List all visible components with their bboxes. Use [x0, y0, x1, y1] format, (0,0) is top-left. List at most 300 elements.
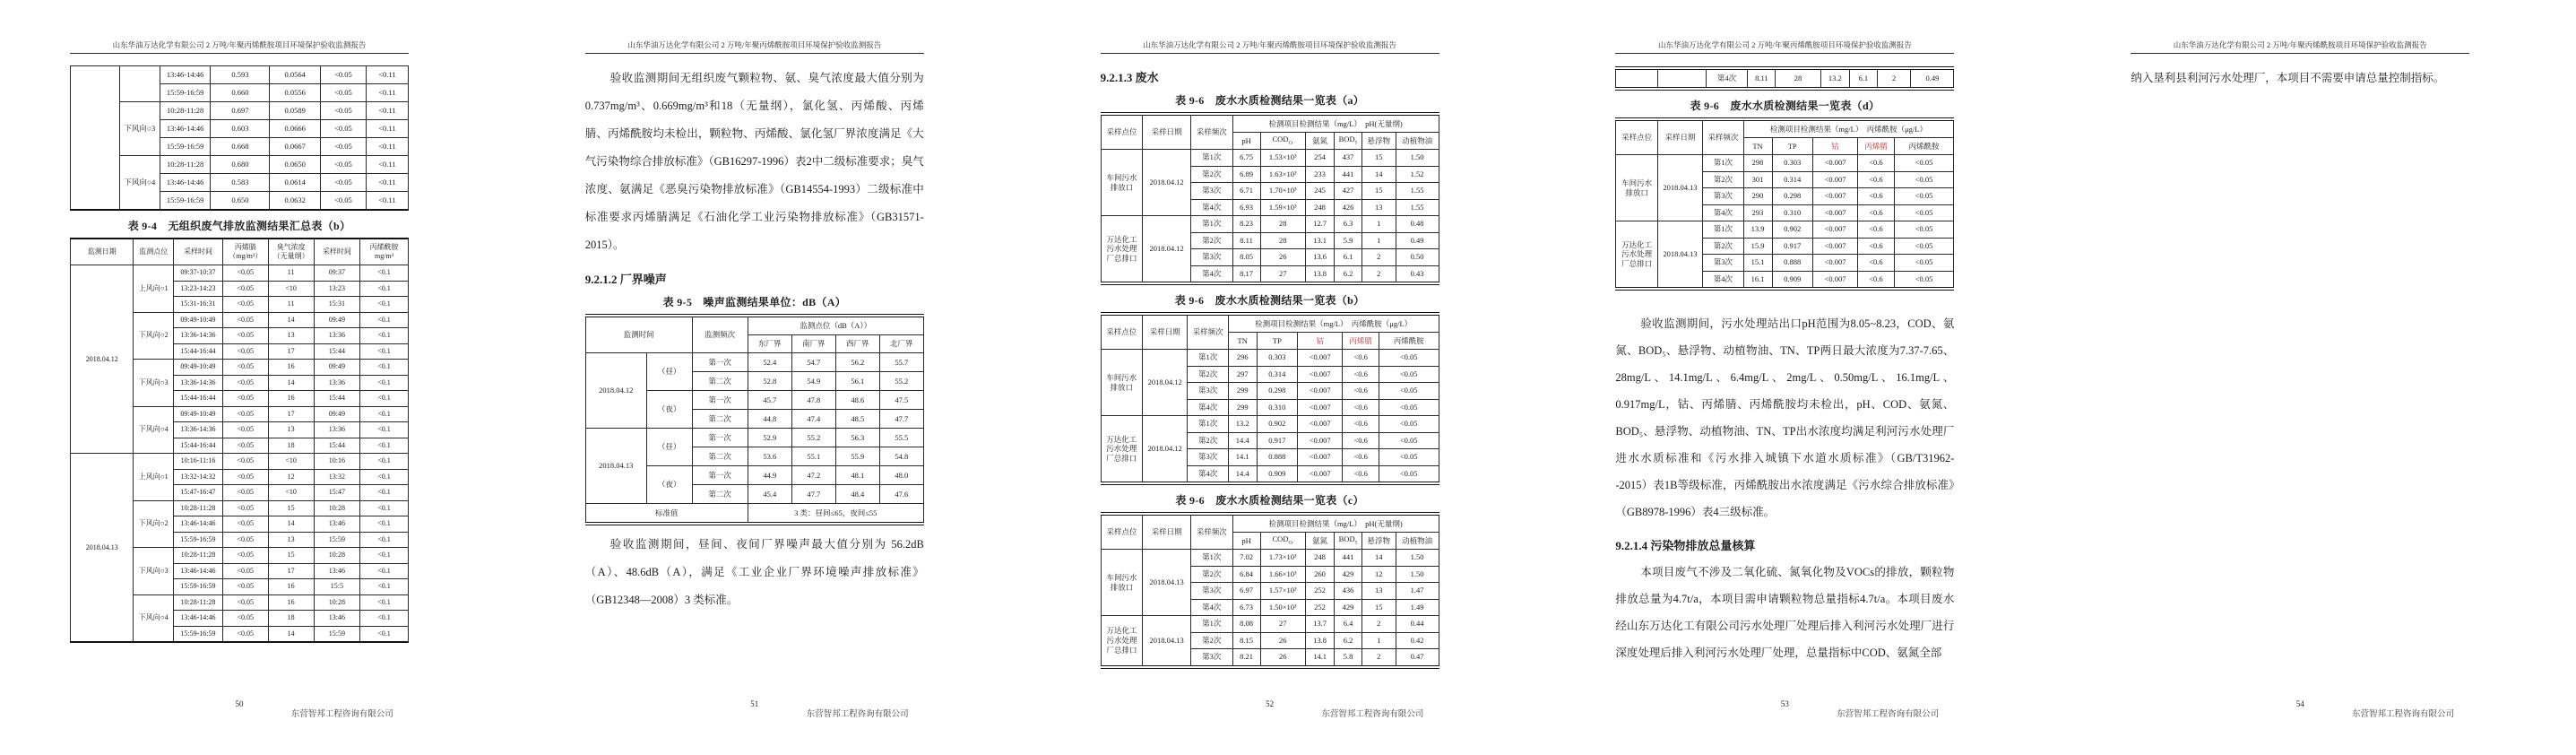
- column-header: 检测项目检测结果（mg/L） pH(无量纲): [1232, 114, 1439, 133]
- table-cell: <0.05: [223, 594, 269, 611]
- column-header: 丙烯酰胺: [1379, 333, 1439, 350]
- table-cell: 245: [1306, 183, 1335, 200]
- table-cell: 第4次: [1188, 465, 1228, 483]
- table-cell: 429: [1335, 599, 1362, 616]
- table-cell: 10:28-11:28: [173, 548, 222, 564]
- column-header: 采样点位: [1101, 314, 1142, 350]
- table-cell: 2018.04.12: [585, 353, 646, 429]
- table-cell: 0.47: [1396, 649, 1439, 667]
- table-cell: 第4次: [1706, 68, 1748, 89]
- table-cell: 13.9: [1743, 221, 1772, 239]
- table-cell: 26: [1260, 249, 1306, 266]
- column-header: 检测项目检测结果（mg/L） pH(无量纲): [1232, 514, 1439, 533]
- table-cell: 15:59-16:59: [160, 192, 211, 211]
- page-52: [1031, 0, 1546, 755]
- table-cell: <0.1: [360, 594, 409, 611]
- table-cell: 8.17: [1232, 265, 1260, 283]
- table-cell: [1658, 68, 1707, 89]
- table-cell: 0.310: [1257, 399, 1297, 416]
- table-cell: <0.11: [366, 174, 408, 192]
- column-header: $BOD_5$: [1335, 533, 1362, 550]
- table-cell: （昼）: [646, 353, 692, 391]
- table-cell: 15:59: [314, 626, 359, 642]
- table-cell: <0.05: [1894, 188, 1954, 205]
- table-cell: 28: [1260, 232, 1306, 249]
- table-cell: <0.007: [1297, 399, 1343, 416]
- section-9-2-1-2: 9.2.1.2 厂界噪声: [584, 273, 667, 286]
- table-cell: 1.63×10³: [1260, 166, 1306, 183]
- table-row: [585, 504, 923, 525]
- table-cell: 233: [1306, 166, 1335, 183]
- table-cell: 第3次: [1188, 449, 1228, 466]
- table-cell: 0.310: [1772, 204, 1812, 221]
- table-cell: 车间污水排放口: [1101, 150, 1143, 216]
- table-cell: 1.50: [1396, 550, 1439, 567]
- table-cell: 47.4: [791, 410, 835, 429]
- table-cell: 0.888: [1772, 255, 1812, 272]
- table-cell: 下风向○4: [134, 406, 173, 454]
- table-cell: <0.05: [1379, 366, 1439, 383]
- column-header: 悬浮物: [1361, 533, 1396, 550]
- table-cell: 第3次: [1190, 583, 1232, 600]
- table-cell: <0.05: [223, 500, 269, 516]
- table-cell: 09:49: [314, 360, 359, 376]
- table-cell: 254: [1306, 150, 1335, 167]
- table-cell: 6.73: [1232, 599, 1260, 616]
- table-cell: 7.02: [1232, 550, 1260, 567]
- table-cell: 0.603: [211, 120, 270, 138]
- table-row: [1101, 114, 1439, 133]
- continuation-paragraph: 纳入垦利县利河污水处理厂，本项目不需要申请总量控制指标。: [2131, 72, 2445, 84]
- table-cell: 16: [268, 391, 314, 407]
- column-header: 监测点位: [134, 239, 173, 265]
- column-header: 采样时间: [173, 239, 222, 265]
- table-cell: 48.6: [835, 391, 879, 410]
- table-cell: 13.7: [1306, 616, 1335, 633]
- unorganized-gas-continuation-table: [70, 65, 409, 211]
- table-cell: 0.42: [1396, 632, 1439, 649]
- table-cell: 0.909: [1257, 465, 1297, 483]
- table-cell: 45.7: [748, 391, 791, 410]
- table-cell: 10:28: [314, 594, 359, 611]
- table-row: [585, 353, 923, 372]
- table-cell: <0.007: [1812, 271, 1858, 289]
- table-cell: 47.7: [879, 410, 923, 429]
- table-cell: <0.05: [223, 312, 269, 328]
- table-9-6c-title: 表 9-6 废水水质检测结果一览表（c）: [1175, 494, 1364, 507]
- table-cell: <0.05: [320, 174, 366, 192]
- table-cell: 2018.04.12: [71, 265, 134, 454]
- table-cell: 第2次: [1190, 632, 1232, 649]
- table-cell: 0.298: [1772, 188, 1812, 205]
- table-cell: <0.05: [1894, 271, 1954, 289]
- table-cell: 15:59-16:59: [160, 84, 211, 102]
- page-50: [0, 0, 515, 755]
- footer-company: 东营智邦工程咨询有限公司: [2351, 710, 2454, 719]
- table-cell: 13: [1361, 199, 1396, 216]
- column-header: 氨氮: [1306, 533, 1335, 550]
- table-cell: <0.1: [360, 360, 409, 376]
- table-cell: <0.1: [360, 297, 409, 313]
- table-cell: <0.05: [1379, 399, 1439, 416]
- table-cell: 55.2: [791, 429, 835, 447]
- table-cell: 2: [1361, 649, 1396, 667]
- table-cell: 6.89: [1232, 166, 1260, 183]
- table-row: [1101, 616, 1439, 633]
- table-cell: <0.11: [366, 120, 408, 138]
- page-number: 53: [1780, 699, 1789, 708]
- table-cell: 17: [268, 563, 314, 579]
- table-cell: <0.11: [366, 84, 408, 102]
- table-cell: <0.1: [360, 328, 409, 344]
- table-cell: 2018.04.12: [1143, 150, 1191, 216]
- table-cell: 15:59-16:59: [173, 532, 222, 548]
- table-cell: 0.917: [1772, 238, 1812, 255]
- column-header: 采样点位: [1101, 114, 1143, 150]
- table-cell: 15:44-16:44: [173, 391, 222, 407]
- table-cell: <0.1: [360, 516, 409, 533]
- table-cell: 15: [268, 500, 314, 516]
- table-cell: 第1次: [1190, 216, 1232, 233]
- column-header: 采样点位: [1616, 119, 1657, 155]
- table-cell: 第1次: [1190, 150, 1232, 167]
- table-9-6c-continuation: [1615, 66, 1954, 91]
- table-cell: 1: [1361, 232, 1396, 249]
- report-header: 山东华油万达化学有限公司 2 万吨/年聚丙烯酰胺项目环境保护验收监测报告: [70, 0, 409, 54]
- table-cell: 15:31: [314, 297, 359, 313]
- table-cell: 0.0556: [270, 84, 321, 102]
- table-cell: 第4次: [1703, 271, 1743, 289]
- table-cell: （夜）: [646, 391, 692, 429]
- table-cell: 297: [1228, 366, 1257, 383]
- table-cell: 441: [1335, 550, 1362, 567]
- column-header: 钴: [1812, 138, 1858, 155]
- table-cell: 第3次: [1703, 255, 1743, 272]
- table-cell: <0.05: [320, 138, 366, 156]
- table-cell: <0.6: [1343, 383, 1379, 400]
- table-cell: 13:46-14:46: [160, 66, 211, 84]
- table-cell: 10:16-11:16: [173, 454, 222, 470]
- table-9-5-title: 表 9-5 噪声监测结果单位：dB（A）: [662, 296, 846, 308]
- table-cell: 1.73×10³: [1260, 550, 1306, 567]
- table-cell: 299: [1228, 399, 1257, 416]
- table-cell: 48.0: [879, 466, 923, 485]
- column-header: pH: [1232, 133, 1260, 150]
- table-cell: <0.007: [1297, 383, 1343, 400]
- table-cell: <0.05: [1894, 238, 1954, 255]
- table-row: [71, 239, 409, 265]
- column-header: 动植物油: [1396, 133, 1439, 150]
- table-row: [71, 454, 409, 470]
- table-cell: 2: [1361, 265, 1396, 283]
- table-cell: 14.4: [1228, 465, 1257, 483]
- table-cell: <0.1: [360, 438, 409, 454]
- table-cell: 第1次: [1703, 221, 1743, 239]
- table-cell: <0.05: [223, 375, 269, 391]
- column-header: 采样日期: [1143, 114, 1191, 150]
- table-cell: 298: [1743, 155, 1772, 172]
- table-cell: 2018.04.13: [585, 429, 646, 504]
- table-cell: 14: [268, 375, 314, 391]
- gas-conclusion-paragraph: 验收监测期间无组织废气颗粒物、氨、臭气浓度最大值分别为0.737mg/m³、0.669mg/m³和18（无量纲），氯化氢、丙烯酸、丙烯腈、丙烯酰胺均未检出，颗粒物、丙烯酸、氯化氢厂界浓度满足《大气污染物综合排放标准》（GB16297-1996）表2中二级标准要求；臭气浓度、氨满足《恶臭污染物排放标准》（GB14554-1993）二级标准中标准要求丙烯腈满足《石油化学工业污染物排放标准》（GB31571-2015）。: [584, 72, 924, 251]
- page-51-content: [585, 0, 924, 614]
- table-cell: 0.0650: [270, 156, 321, 174]
- table-cell: 436: [1335, 583, 1362, 600]
- table-row: [1616, 155, 1954, 172]
- table-cell: 0.49: [1911, 68, 1954, 89]
- table-cell: 上风向○1: [134, 265, 173, 313]
- table-cell: <0.05: [1894, 155, 1954, 172]
- table-cell: <0.05: [1379, 432, 1439, 449]
- table-cell: 16: [268, 360, 314, 376]
- table-cell: 14: [1361, 166, 1396, 183]
- table-cell: （夜）: [646, 466, 692, 504]
- table-cell: 13:46: [314, 611, 359, 627]
- table-cell: 10:28-11:28: [173, 500, 222, 516]
- table-cell: <0.05: [223, 548, 269, 564]
- table-cell: 1.57×10³: [1260, 583, 1306, 600]
- table-cell: 15: [1361, 150, 1396, 167]
- table-cell: 15:44-16:44: [173, 438, 222, 454]
- table-row: [1101, 514, 1439, 533]
- table-cell: 2018.04.12: [1142, 350, 1188, 416]
- table-cell: <0.05: [1379, 465, 1439, 483]
- table-cell: 13:32: [314, 469, 359, 485]
- table-cell: <0.1: [360, 485, 409, 501]
- table-cell: 0.909: [1772, 271, 1812, 289]
- table-cell: 第2次: [1190, 232, 1232, 249]
- table-cell: <0.007: [1297, 350, 1343, 367]
- table-cell: 6.2: [1335, 632, 1362, 649]
- table-cell: 1.70×10³: [1260, 183, 1306, 200]
- table-cell: 13.1: [1306, 232, 1335, 249]
- table-cell: <0.05: [223, 391, 269, 407]
- table-cell: 55.2: [879, 372, 923, 391]
- table-cell: 09:49-10:49: [173, 312, 222, 328]
- table-cell: 44.8: [748, 410, 791, 429]
- table-cell: <0.11: [366, 66, 408, 84]
- table-cell: <0.6: [1343, 432, 1379, 449]
- report-header: 山东华油万达化学有限公司 2 万吨/年聚丙烯酰胺项目环境保护验收监测报告: [1101, 0, 1439, 54]
- table-cell: 47.6: [879, 485, 923, 504]
- table-cell: 09:49: [314, 312, 359, 328]
- table-cell: 52.9: [748, 429, 791, 447]
- page-50-content: [70, 0, 409, 643]
- table-cell: <10: [268, 281, 314, 297]
- table-cell: 0.917: [1257, 432, 1297, 449]
- column-header: TP: [1772, 138, 1812, 155]
- table-cell: <0.6: [1858, 221, 1894, 239]
- table-cell: 1: [1361, 216, 1396, 233]
- table-cell: <0.1: [360, 454, 409, 470]
- table-cell: <0.1: [360, 579, 409, 595]
- column-header: 丙烯腈 （mg/m³）: [223, 239, 269, 265]
- table-cell: 1.50×10³: [1260, 599, 1306, 616]
- table-cell: <0.1: [360, 500, 409, 516]
- table-cell: 2018.04.12: [1143, 216, 1191, 284]
- table-cell: 2018.04.13: [1657, 221, 1703, 290]
- page-51: [515, 0, 1031, 755]
- table-cell: 第2次: [1190, 566, 1232, 583]
- table-cell: 248: [1306, 199, 1335, 216]
- wastewater-conclusion-paragraph: 验收监测期间，污水处理站出口pH范围为8.05~8.23，COD、氨氮、BOD₅、悬浮物、动植物油、TN、TP两日最大浓度为7.37-7.65、28mg/L、14.1mg/L、6.4mg/L、2mg/L、0.50mg/L、16.1mg/L、0.917mg/L，钴、丙烯腈、丙烯酰胺均未检出，pH、COD、氨氮、BOD₅、悬浮物、动植物油、TN、TP出水浓度均满足利河污水处理厂进水水质标准和《污水排入城镇下水道水质标准》（GB/T31962--2015）表1B等级标准，丙烯酰胺出水浓度满足《污水综合排放标准》（GB8978-1996）表4三级标准。: [1615, 317, 1955, 518]
- table-cell: 车间污水排放口: [1101, 550, 1143, 616]
- table-row: [1101, 314, 1439, 333]
- table-cell: 下风向○3: [134, 548, 173, 595]
- table-cell: 6.1: [1849, 68, 1877, 89]
- table-cell: 27: [1260, 616, 1306, 633]
- table-cell: 8.05: [1232, 249, 1260, 266]
- table-cell: 09:37: [314, 265, 359, 282]
- table-cell: 第4次: [1703, 204, 1743, 221]
- table-cell: 10:16: [314, 454, 359, 470]
- table-cell: 14: [268, 626, 314, 642]
- table-cell: 第1次: [1188, 416, 1228, 433]
- table-cell: <0.05: [1379, 350, 1439, 367]
- table-cell: 第一次: [692, 429, 748, 447]
- table-cell: 1.52: [1396, 166, 1439, 183]
- table-cell: <0.05: [223, 343, 269, 360]
- noise-conclusion-paragraph: 验收监测期间，昼间、夜间厂界噪声最大值分别为 56.2dB（A）、48.6dB（A），满足《工业企业厂界环境噪声排放标准》（GB12348—2008）3 类标准。: [584, 538, 924, 606]
- table-cell: 17: [268, 343, 314, 360]
- table-cell: 13.8: [1306, 632, 1335, 649]
- table-cell: 52.4: [748, 353, 791, 372]
- table-cell: <0.6: [1858, 188, 1894, 205]
- table-cell: 0.0632: [270, 192, 321, 211]
- table-cell: 13:36: [314, 375, 359, 391]
- table-cell: 6.84: [1232, 566, 1260, 583]
- table-cell: 第1次: [1703, 155, 1743, 172]
- table-cell: 18: [268, 611, 314, 627]
- table-cell: 2018.04.13: [1143, 550, 1191, 616]
- table-cell: <0.05: [320, 192, 366, 211]
- table-cell: 第1次: [1190, 550, 1232, 567]
- table-9-6a-title: 表 9-6 废水水质检测结果一览表（a）: [1175, 94, 1365, 107]
- table-cell: 15.1: [1743, 255, 1772, 272]
- table-cell: <0.05: [320, 66, 366, 84]
- table-cell: <0.1: [360, 312, 409, 328]
- table-cell: 248: [1306, 550, 1335, 567]
- table-cell: 2: [1877, 68, 1911, 89]
- column-header: 钴: [1297, 333, 1343, 350]
- table-cell: <0.05: [1379, 449, 1439, 466]
- table-row: [585, 316, 923, 335]
- table-cell: 28: [1260, 216, 1306, 233]
- column-header: 监测时间: [585, 316, 692, 353]
- column-header: 采样时间: [314, 239, 359, 265]
- table-cell: 下风向○4: [119, 156, 160, 211]
- table-cell: 6.97: [1232, 583, 1260, 600]
- table-cell: <10: [268, 485, 314, 501]
- table-cell: 8.11: [1748, 68, 1776, 89]
- table-cell: 47.7: [791, 485, 835, 504]
- table-row: [1101, 350, 1439, 367]
- section-9-2-1-3: 9.2.1.3 废水: [1100, 71, 1159, 84]
- table-cell: <0.6: [1343, 399, 1379, 416]
- table-cell: 0.668: [211, 138, 270, 156]
- table-cell: 1.47: [1396, 583, 1439, 600]
- table-cell: <0.05: [223, 516, 269, 533]
- table-cell: <0.11: [366, 138, 408, 156]
- table-row: [585, 429, 923, 447]
- table-cell: 6.1: [1335, 249, 1362, 266]
- table-cell: 10:28: [314, 500, 359, 516]
- table-cell: 16: [268, 579, 314, 595]
- table-cell: 1.50: [1396, 150, 1439, 167]
- table-cell: <0.05: [1894, 171, 1954, 188]
- table-cell: 6.75: [1232, 150, 1260, 167]
- table-cell: [119, 66, 160, 102]
- table-cell: 53.6: [748, 447, 791, 466]
- table-cell: <0.1: [360, 532, 409, 548]
- table-cell: 09:49-10:49: [173, 360, 222, 376]
- table-cell: 13.2: [1820, 68, 1849, 89]
- table-cell: 13:46-14:46: [160, 120, 211, 138]
- table-cell: 下风向○4: [134, 594, 173, 642]
- table-cell: 车间污水排放口: [1101, 350, 1142, 416]
- table-9-6c: [1101, 512, 1439, 669]
- table-cell: 第2次: [1703, 238, 1743, 255]
- table-cell: 13: [268, 422, 314, 438]
- table-cell: 56.1: [835, 372, 879, 391]
- table-cell: 第1次: [1188, 350, 1228, 367]
- table-cell: 13: [268, 328, 314, 344]
- table-cell: <0.05: [1894, 221, 1954, 239]
- table-cell: <0.05: [223, 485, 269, 501]
- table-cell: 6.2: [1335, 265, 1362, 283]
- table-cell: 0.50: [1396, 249, 1439, 266]
- table-cell: 12: [268, 469, 314, 485]
- column-header: 监测日期: [71, 239, 134, 265]
- table-cell: 13:46-14:46: [173, 563, 222, 579]
- table-cell: 13.2: [1228, 416, 1257, 433]
- table-cell: <10: [268, 454, 314, 470]
- table-cell: 0.314: [1772, 171, 1812, 188]
- table-cell: 第二次: [692, 485, 748, 504]
- table-cell: <0.007: [1812, 204, 1858, 221]
- table-cell: 15: [1361, 183, 1396, 200]
- table-cell: 0.902: [1257, 416, 1297, 433]
- column-header: 采样频次: [1190, 514, 1232, 550]
- page-53: [1545, 0, 2061, 755]
- table-cell: 427: [1335, 183, 1362, 200]
- table-cell: 8.15: [1232, 632, 1260, 649]
- table-cell: 14.1: [1228, 449, 1257, 466]
- table-9-5: [585, 314, 924, 525]
- table-row: [71, 66, 409, 84]
- table-cell: 2018.04.13: [1143, 616, 1191, 667]
- column-header: 采样日期: [1657, 119, 1703, 155]
- footer-company: 东营智邦工程咨询有限公司: [290, 710, 393, 719]
- table-cell: 5.8: [1335, 649, 1362, 667]
- table-cell: 11: [268, 297, 314, 313]
- table-cell: （昼）: [646, 429, 692, 466]
- table-cell: 0.902: [1772, 221, 1812, 239]
- table-cell: 47.2: [791, 466, 835, 485]
- page-54-content: [2131, 0, 2469, 92]
- table-cell: 13:36-14:36: [173, 422, 222, 438]
- table-cell: 2: [1361, 616, 1396, 633]
- table-cell: <0.11: [366, 102, 408, 120]
- table-cell: 09:49: [314, 406, 359, 422]
- table-cell: 252: [1306, 599, 1335, 616]
- table-cell: 26: [1260, 632, 1306, 649]
- table-9-6b-title: 表 9-6 废水水质检测结果一览表（b）: [1174, 294, 1365, 307]
- table-cell: 18: [268, 438, 314, 454]
- table-cell: 48.4: [835, 485, 879, 504]
- table-cell: 0.44: [1396, 616, 1439, 633]
- table-cell: 15: [1361, 599, 1396, 616]
